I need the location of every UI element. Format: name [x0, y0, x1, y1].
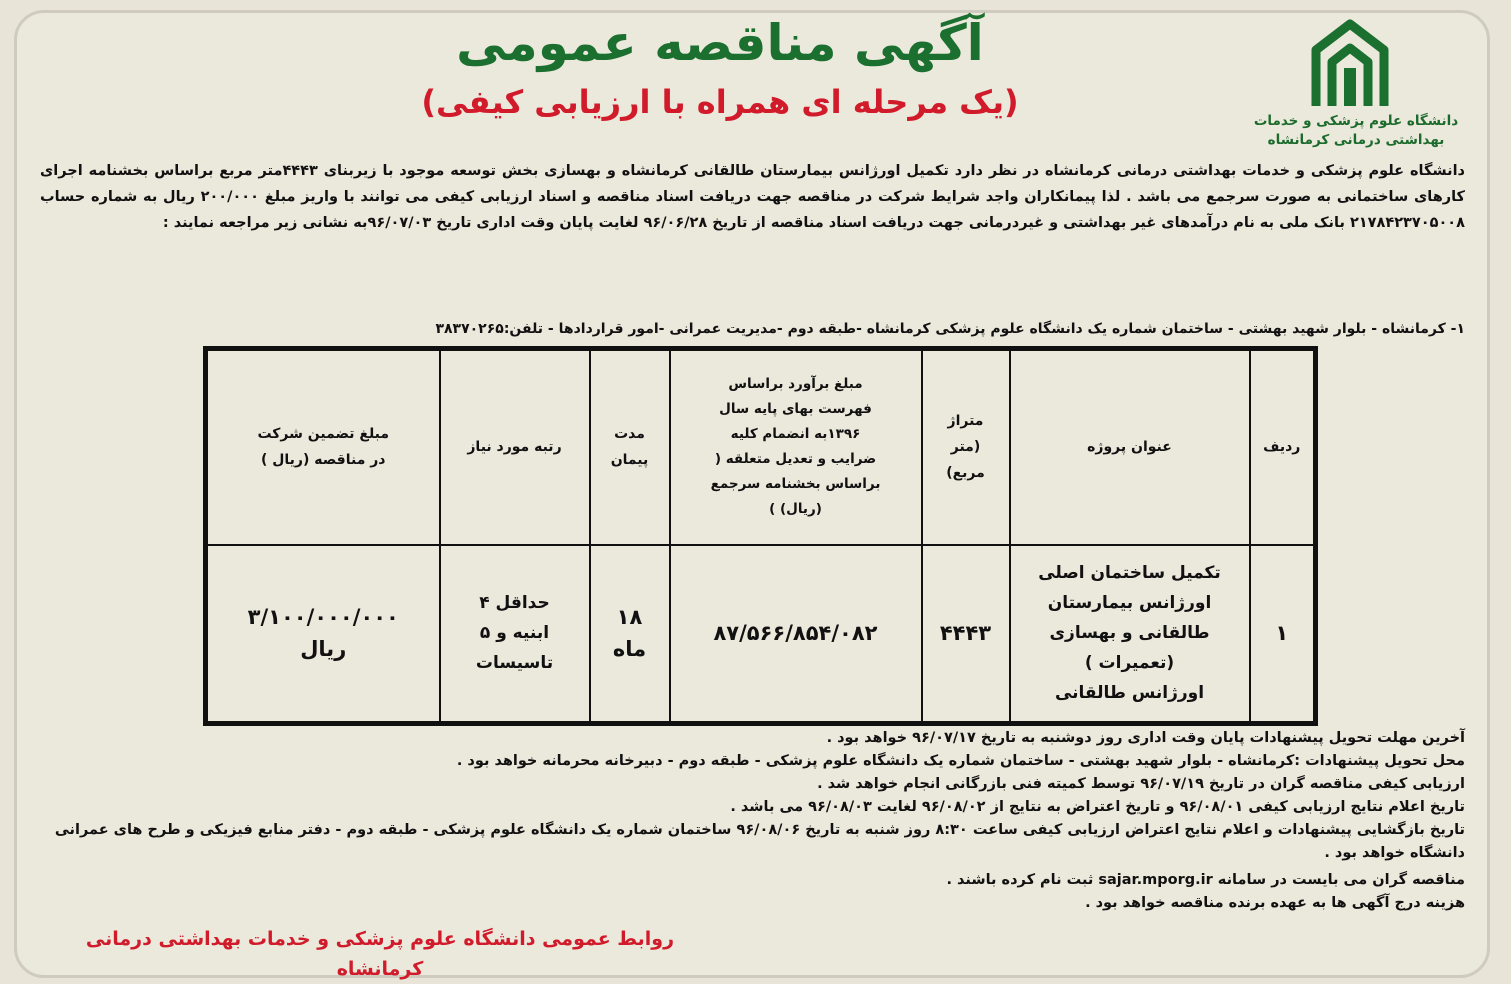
- tender-table: [203, 346, 1318, 726]
- cell-guarantee: ۳/۱۰۰/۰۰۰/۰۰۰ ریال: [206, 545, 440, 724]
- public-relations-signature: روابط عمومی دانشگاه علوم پزشکی و خدمات بهداشتی درمانی کرمانشاه: [85, 928, 675, 980]
- note-delivery-place: محل تحویل پیشنهادات :کرمانشاه - بلوار شهید بهشتی - ساختمان شماره یک دانشگاه علوم پزشکی - طبقه دوم - دبیرخانه محرمانه خواهد بود .: [456, 753, 1465, 769]
- university-name-line1: دانشگاه علوم پزشکی و خدمات: [1253, 113, 1459, 129]
- note-deadline: آخرین مهلت تحویل پیشنهادات پایان وقت اداری روز دوشنبه به تاریخ ۹۶/۰۷/۱۷ خواهد بود .: [826, 730, 1465, 746]
- notes-section: [40, 727, 1465, 915]
- cell-project-title: تکمیل ساختمان اصلی اورژانس بیمارستان طالقانی و بهسازی (تعمیرات ) اورژانس طالقانی: [1010, 545, 1250, 724]
- cell-required-grade: حداقل ۴ ابنیه و ۵ تاسیسات: [440, 545, 590, 724]
- table-header-row: [206, 349, 1316, 545]
- header-row-number: ردیف: [1250, 349, 1316, 545]
- notice-title: آگهی مناقصه عمومی: [456, 14, 984, 72]
- cell-row-number: ۱: [1250, 545, 1316, 724]
- header-duration: مدت پیمان: [590, 349, 670, 545]
- intro-paragraph: دانشگاه علوم پزشکی و خدمات بهداشتی درمانی کرمانشاه در نظر دارد تکمیل اورژانس بیمارستان طالقانی کرمانشاه و بهسازی بخش توسعه موجود با زیربنای ۴۴۴۳متر مربع براساس بخشنامه اجرای کارهای ساختمانی به صورت سرجمع می باشد . لذا پیمانکاران واجد شرایط شرکت در مناقصه جهت دریافت اسناد مناقصه و اسناد ارزیابی کیفی می توانند با واریز مبلغ ۲۰۰/۰۰۰ ریال به شماره حساب ۲۱۷۸۴۲۳۷۰۵۰۰۸ بانک ملی به نام درآمدهای غیر بهداشتی و غیردرمانی جهت دریافت اسناد مناقصه از تاریخ ۹۶/۰۶/۲۸ لغایت پایان وقت اداری تاریخ ۹۶/۰۷/۰۳به نشانی زیر مراجعه نمایند :: [40, 163, 1465, 231]
- note-results-date: تاریخ اعلام نتایج ارزیابی کیفی ۹۶/۰۸/۰۱ و تاریخ اعتراض به نتایج از ۹۶/۰۸/۰۲ لغایت ۹۶/۰۸/۰۳ می باشد .: [730, 799, 1465, 815]
- address-line: ۱- کرمانشاه - بلوار شهید بهشتی - ساختمان شماره یک دانشگاه علوم پزشکی کرمانشاه -طبقه دوم -مدیریت عمرانی -امور قراردادها - تلفن:۳۸۳۷۰۲۶۵: [435, 321, 1465, 337]
- header-guarantee: مبلغ تضمین شرکت در مناقصه (ریال ): [206, 349, 440, 545]
- header-area: متراژ (متر مربع): [922, 349, 1010, 545]
- header-estimate: مبلغ برآورد براساس فهرست بهای پایه سال ۱۳۹۶به انضمام کلیه ضرایب و تعدیل متعلقه ( براساس بخشنامه سرجمع (ریال) ): [670, 349, 922, 545]
- university-logo-icon: [1310, 16, 1390, 110]
- header-required-grade: رتبه مورد نیاز: [440, 349, 590, 545]
- note-opening-date: تاریخ بازگشایی پیشنهادات و اعلام نتایج اعتراض ارزیابی کیفی ساعت ۸:۳۰ روز شنبه به تاریخ ۹۶/۰۸/۰۶ ساختمان شماره یک دانشگاه علوم پزشکی - طبقه دوم - دفتر منابع فیزیکی و طرح های عمرانی دانشگاه خواهد بود .: [54, 822, 1465, 861]
- university-name-line2: بهداشتی درمانی کرمانشاه: [1267, 132, 1445, 148]
- note-evaluation-date: ارزیابی کیفی مناقصه گران در تاریخ ۹۶/۰۷/۱۹ توسط کمیته فنی بازرگانی انجام خواهد شد .: [817, 776, 1465, 792]
- university-name: [1236, 112, 1476, 150]
- header-project-title: عنوان پروژه: [1010, 349, 1250, 545]
- cell-area: ۴۴۴۳: [922, 545, 1010, 724]
- cell-duration: ۱۸ ماه: [590, 545, 670, 724]
- note-ad-cost: هزینه درج آگهی ها به عهده برنده مناقصه خواهد بود .: [1085, 895, 1465, 911]
- cell-estimate: ۸۷/۵۶۶/۸۵۴/۰۸۲: [670, 545, 922, 724]
- notice-subtitle: (یک مرحله ای همراه با ارزیابی کیفی): [421, 83, 1019, 121]
- table-row: [206, 545, 1316, 724]
- note-registration: مناقصه گران می بایست در سامانه sajar.mporg.ir ثبت نام کرده باشند .: [946, 872, 1465, 888]
